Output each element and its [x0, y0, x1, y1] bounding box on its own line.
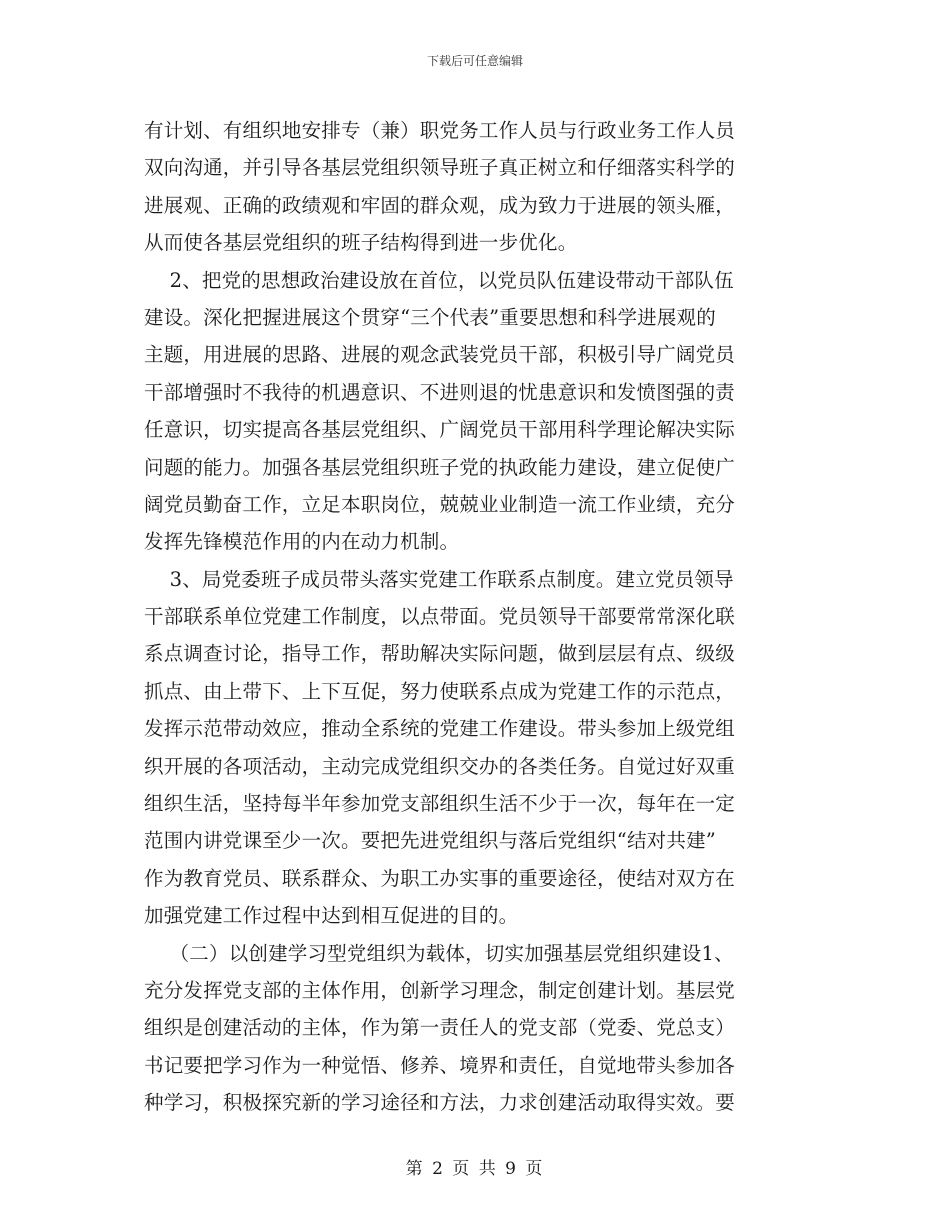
text-line: 从而使各基层党组织的班子结构得到进一步优化。	[144, 231, 578, 255]
text-line: 组织是创建活动的主体，作为第一责任人的党支部（党委、党总支）	[144, 1016, 736, 1040]
text-line: 进展观、正确的政绩观和牢固的群众观，成为致力于进展的领头雁，	[144, 193, 736, 217]
text-line: 加强党建工作过程中达到相互促进的目的。	[144, 904, 519, 928]
text-line: 种学习，积极探究新的学习途径和方法，力求创建活动取得实效。要	[144, 1091, 736, 1115]
page-number: 第 2 页 共 9 页	[405, 1159, 545, 1179]
text-line: 发挥先锋模范作用的内在动力机制。	[144, 530, 460, 554]
text-line: 抓点、由上带下、上下互促，努力使联系点成为党建工作的示范点，	[144, 679, 736, 703]
text-line: 组织生活，坚持每半年参加党支部组织生活不少于一次，每年在一定	[144, 792, 736, 816]
text-line: （二）以创建学习型党组织为载体，切实加强基层党组织建设1、	[144, 941, 734, 965]
text-line: 阔党员勤奋工作，立足本职岗位，兢兢业业制造一流工作业绩，充分	[144, 492, 736, 516]
text-line: 3、局党委班子成员带头落实党建工作联系点制度。建立党员领导	[144, 567, 734, 591]
text-line: 范围内讲党课至少一次。要把先进党组织与落后党组织“结对共建”	[144, 829, 716, 853]
text-line: 充分发挥党支部的主体作用，创新学习理念，制定创建计划。基层党	[144, 978, 736, 1002]
text-line: 主题，用进展的思路、进展的观念武装党员干部，积极引导广阔党员	[144, 343, 736, 367]
text-line: 2、把党的思想政治建设放在首位，以党员队伍建设带动干部队伍	[144, 268, 734, 292]
text-line: 书记要把学习作为一种觉悟、修养、境界和责任，自觉地带头参加各	[144, 1053, 736, 1077]
text-line: 任意识，切实提高各基层党组织、广阔党员干部用科学理论解决实际	[144, 418, 736, 442]
text-line: 作为教育党员、联系群众、为职工办实事的重要途径，使结对双方在	[144, 866, 736, 890]
text-line: 发挥示范带动效应，推动全系统的党建工作建设。带头参加上级党组	[144, 717, 736, 741]
text-line: 有计划、有组织地安排专（兼）职党务工作人员与行政业务工作人员	[144, 119, 736, 142]
page-header: 下载后可任意编辑	[426, 54, 523, 68]
text-line: 干部联系单位党建工作制度，以点带面。党员领导干部要常常深化联	[144, 605, 736, 629]
text-line: 系点调查讨论，指导工作，帮助解决实际问题，做到层层有点、级级	[144, 642, 736, 666]
document-body	[144, 112, 814, 1122]
text-line: 干部增强时不我待的机遇意识、不进则退的忧患意识和发愤图强的责	[144, 380, 736, 404]
text-line: 织开展的各项活动，主动完成党组织交办的各类任务。自觉过好双重	[144, 754, 736, 778]
text-line: 建设。深化把握进展这个贯穿“三个代表”重要思想和科学进展观的	[144, 305, 716, 329]
text-line: 双向沟通，并引导各基层党组织领导班子真正树立和仔细落实科学的	[144, 156, 736, 180]
text-line: 问题的能力。加强各基层党组织班子党的执政能力建设，建立促使广	[144, 455, 736, 479]
